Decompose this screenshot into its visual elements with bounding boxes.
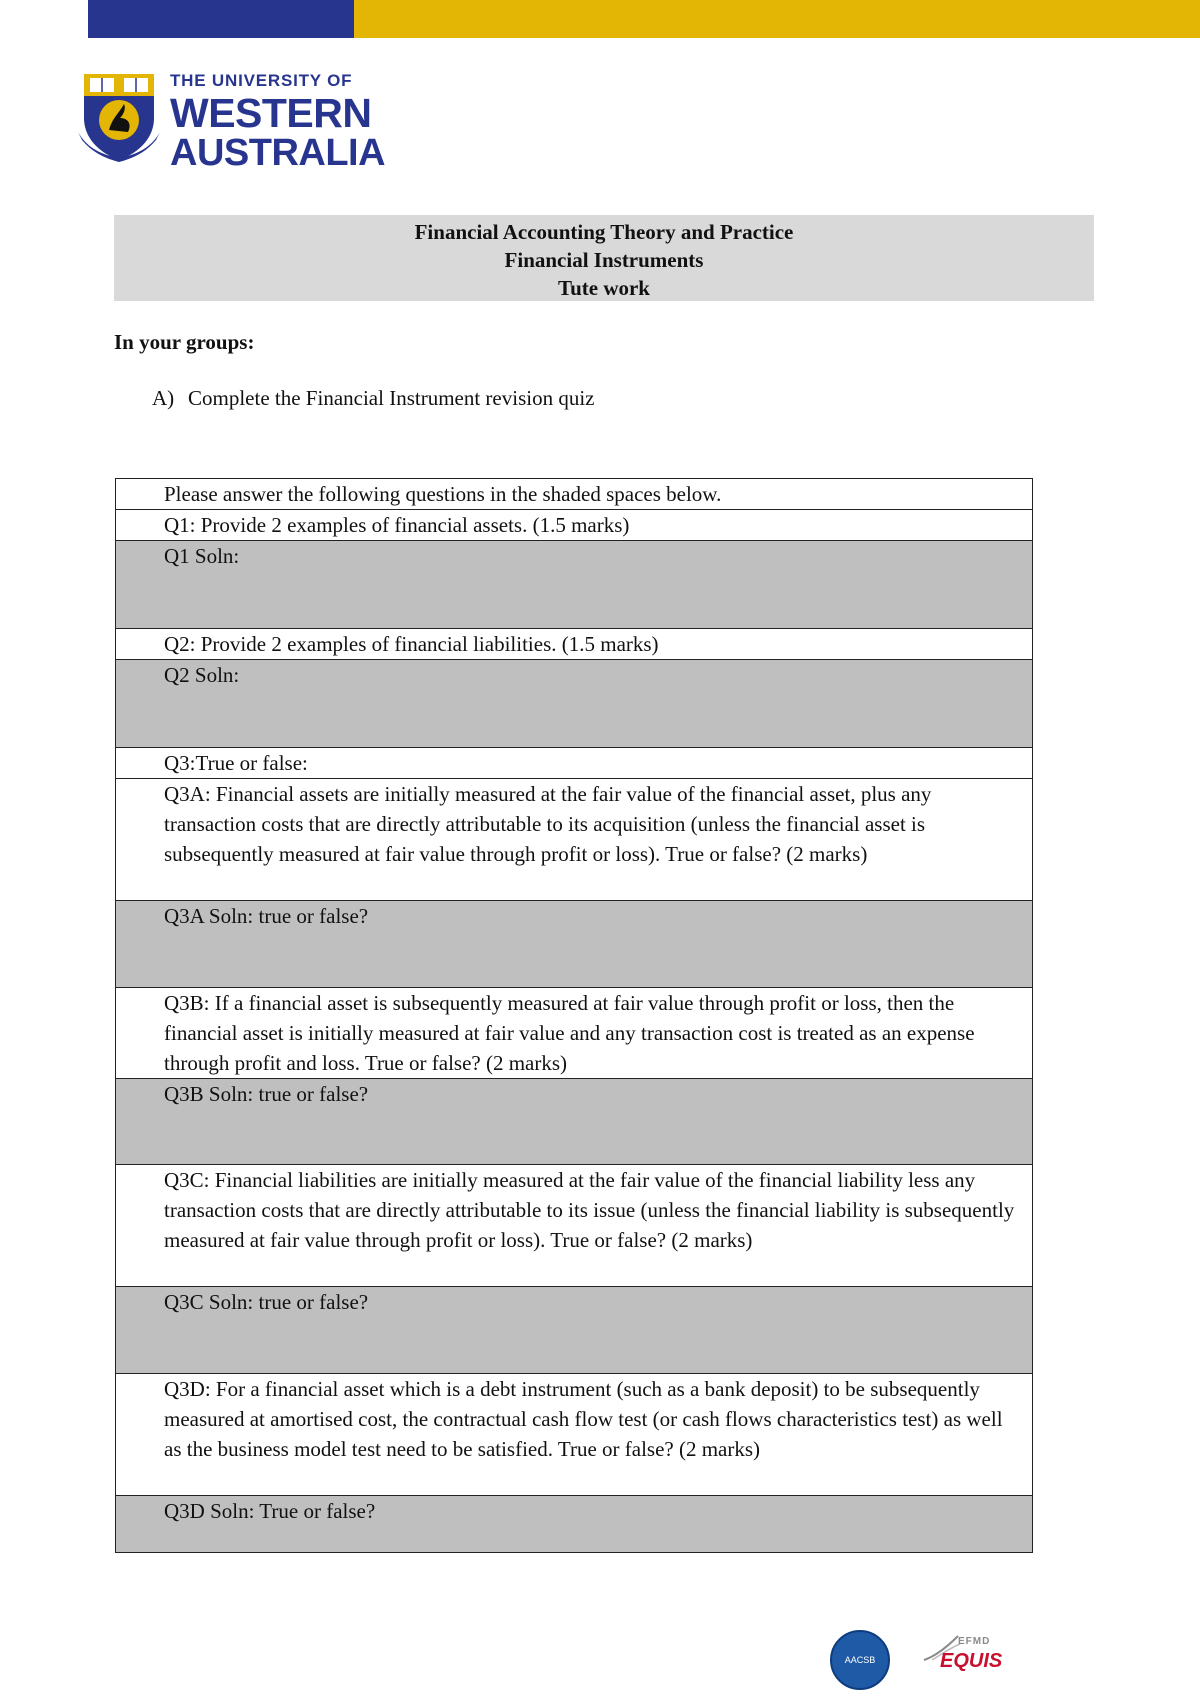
efmd-label: EFMD bbox=[958, 1636, 991, 1647]
university-logo bbox=[76, 68, 386, 174]
accreditation-badges bbox=[830, 1620, 1010, 1684]
quiz-table bbox=[115, 478, 1033, 1553]
answer-q3a[interactable]: Q3A Soln: true or false? bbox=[116, 901, 1033, 988]
logo-line2: WESTERN bbox=[170, 90, 372, 136]
answer-q3d[interactable]: Q3D Soln: True or false? bbox=[116, 1496, 1033, 1553]
answer-q3c[interactable]: Q3C Soln: true or false? bbox=[116, 1287, 1033, 1374]
quiz-instructions: Please answer the following questions in the shaded spaces below. bbox=[116, 479, 1033, 510]
task-text: Complete the Financial Instrument revision quiz bbox=[188, 386, 595, 410]
task-label: A) bbox=[152, 386, 175, 410]
topic-title: Financial Instruments bbox=[504, 248, 704, 272]
logo-line3: AUSTRALIA bbox=[170, 132, 386, 174]
question-q3a: Q3A: Financial assets are initially measured at the fair value of the financial asset, plus any transaction costs that are directly attributable to its acquisition (unless the financial asset is subsequently measured at fair value through profit or loss). True or false? (2 marks) bbox=[116, 779, 1033, 901]
question-q3d: Q3D: For a financial asset which is a debt instrument (such as a bank deposit) to be subsequently measured at amortised cost, the contractual cash flow test (or cash flows characteristics test) as well as the business model test need to be satisfied. True or false? (2 marks) bbox=[116, 1374, 1033, 1496]
tute-title: Tute work bbox=[558, 276, 650, 300]
answer-q1[interactable]: Q1 Soln: bbox=[116, 541, 1033, 629]
aacsb-label: AACSB bbox=[844, 1655, 876, 1665]
question-q1: Q1: Provide 2 examples of financial assets. (1.5 marks) bbox=[116, 510, 1033, 541]
university-crest-icon bbox=[76, 68, 162, 164]
equis-label: EQUIS bbox=[940, 1650, 1003, 1672]
answer-q3b[interactable]: Q3B Soln: true or false? bbox=[116, 1079, 1033, 1165]
title-box bbox=[114, 215, 1094, 301]
header-gold-bar bbox=[354, 0, 1200, 38]
question-q2: Q2: Provide 2 examples of financial liabilities. (1.5 marks) bbox=[116, 629, 1033, 660]
equis-badge bbox=[914, 1626, 1014, 1686]
question-q3b: Q3B: If a financial asset is subsequently measured at fair value through profit or loss, then the financial asset is initially measured at fair value and any transaction cost is treated as an expense through profit and loss. True or false? (2 marks) bbox=[116, 988, 1033, 1079]
answer-q2[interactable]: Q2 Soln: bbox=[116, 660, 1033, 748]
aacsb-badge-icon bbox=[830, 1630, 890, 1690]
logo-line1: THE UNIVERSITY OF bbox=[170, 71, 353, 90]
task-item bbox=[152, 386, 595, 411]
question-q3c: Q3C: Financial liabilities are initially measured at the fair value of the financial liability less any transaction costs that are directly attributable to its issue (unless the financial liability is subsequently measured at fair value through profit or loss). True or false? (2 marks) bbox=[116, 1165, 1033, 1287]
question-q3: Q3:True or false: bbox=[116, 748, 1033, 779]
header-blue-bar bbox=[88, 0, 354, 38]
groups-heading: In your groups: bbox=[114, 330, 255, 354]
course-title: Financial Accounting Theory and Practice bbox=[414, 220, 794, 244]
